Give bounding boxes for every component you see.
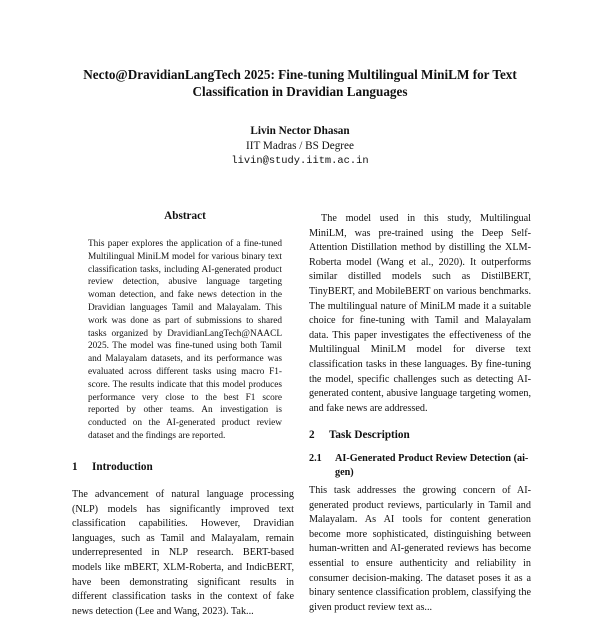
- subsection-heading: [309, 452, 531, 479]
- intro-number: 1: [72, 461, 78, 473]
- intro-text: The advancement of natural language processing (NLP) models has significantly improved text classification capabilities. However, Dravidian languages, such as Tamil and Malayalam, remain underrepresented in NLP research. BERT-based models like mBERT, XLM-Roberta, and IndicBERT, have been demonstrating significant results in different classification tasks in the context of fake news detection (Lee and Wang, 2023). Tak...: [72, 489, 294, 617]
- subsection-number: 2.1: [309, 453, 322, 464]
- subsection-title: AI-Generated Product Review Detection (ai-gen): [335, 453, 529, 478]
- task-number: 2: [309, 429, 315, 441]
- author-email: livin@study.iitm.ac.in: [231, 155, 369, 167]
- intro-heading: [72, 460, 153, 475]
- task-title: Task Description: [329, 429, 410, 441]
- abstract-heading: Abstract: [164, 210, 206, 222]
- author-block: [150, 124, 450, 169]
- author-affiliation: IIT Madras / BS Degree: [246, 140, 354, 152]
- task-heading: [309, 428, 410, 443]
- method-paragraph: The model used in this study, Multilingual MiniLM, was pre-trained using the Deep Self-Attention Distillation method by distilling the XLM-Roberta model (Wang et al., 2020). It outperforms similar distilled models such as DistilBERT, TinyBERT, and MobileBERT on various benchmarks. The multilingual nature of MiniLM made it a suitable choice for fine-tuning with Tamil and Malayalam data. This paper investigates the effectiveness of the Multilingual MiniLM model for diverse text classification tasks in these languages. By fine-tuning the model, specific challenges such as detecting AI-generated content, abusive language targeting women, and fake news are addressed.: [309, 213, 531, 414]
- task-text: This task addresses the growing concern of AI-generated product reviews, particularly in Tamil and Malayalam. As AI tools for content generation become more sophisticated, distinguishing between human-written and AI-generated reviews has become essential to ensure authenticity and reliability in consumer decision-making. The dataset poses it as a binary sentence classification problem, classifying the given product review text as...: [309, 485, 531, 613]
- intro-title: Introduction: [92, 461, 153, 473]
- abstract-text: This paper explores the application of a fine-tuned Multilingual MiniLM model for various binary text classification tasks, including AI-generated product review detection, abusive language targeting woman detection, and fake news detection in the Dravidian languages Tamil and Malayalam. This work was done as part of submissions to shared tasks organized by DravidianLangTech@NAACL 2025. The model was fine-tuned using both Tamil and Malayalam datasets, and its performance was evaluated across different tasks using macro F1-score. The results indicate that this model produces performance very close to the best F1 score reported by other teams. An investigation is conducted on the AI-generated product review dataset and the findings are reported.: [88, 239, 282, 441]
- paper-title: Necto@DravidianLangTech 2025: Fine-tuning Multilingual MiniLM for Text Classification in Dravidian Languages: [83, 67, 517, 99]
- author-name: Livin Nector Dhasan: [250, 125, 350, 137]
